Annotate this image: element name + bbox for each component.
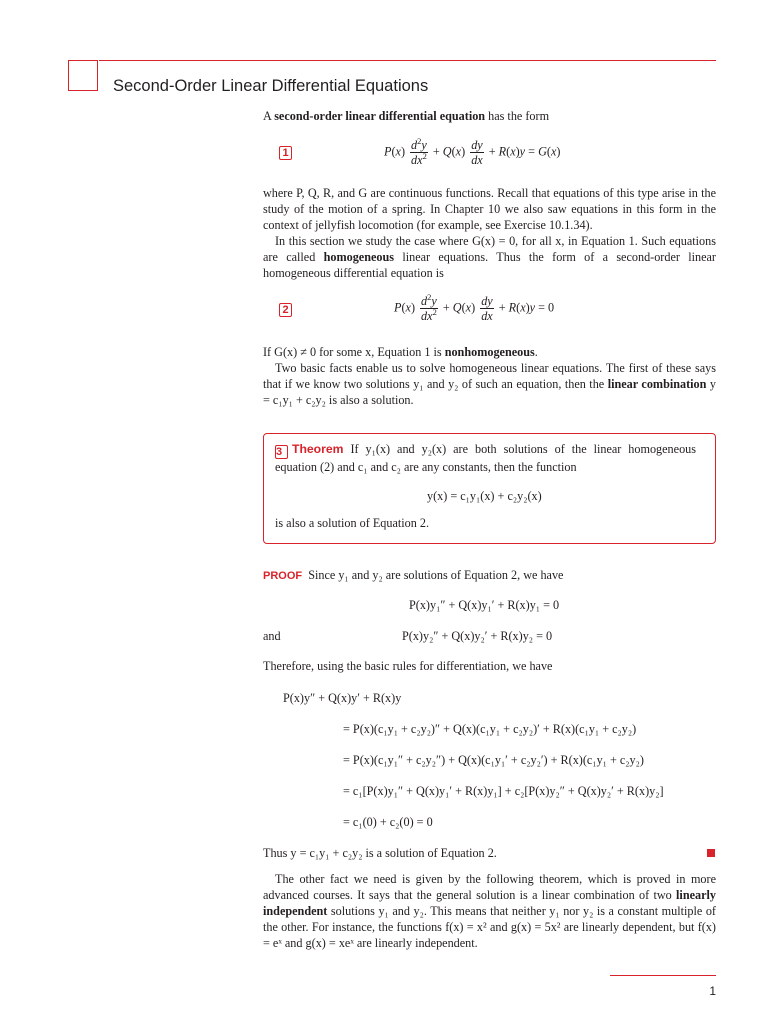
- proof-step-3: = c₁[P(x)y₁″ + Q(x)y₁′ + R(x)y₁] + c₂[P(x)y₂″ + Q(x)y₂′ + R(x)y₂]: [343, 784, 664, 798]
- theorem-text: If y₁(x) and y₂(x) are both solutions of the linear homogeneous equation (2) and c₁ and c₂ are any constants, then the function: [275, 442, 696, 474]
- proof-intro: PROOF Since y₁ and y₂ are solutions of Equation 2, we have: [263, 568, 564, 582]
- qed-square-icon: [707, 849, 715, 857]
- intro-term: second-order linear differential equation: [274, 109, 486, 123]
- proof-step-1: = P(x)(c₁y₁ + c₂y₂)″ + Q(x)(c₁y₁ + c₂y₂)′ + R(x)(c₁y₁ + c₂y₂): [343, 722, 637, 736]
- proof-step-4: = c₁(0) + c₂(0) = 0: [343, 815, 433, 829]
- theorem-statement: [275, 441, 696, 475]
- corner-marker: [68, 60, 98, 91]
- proof-conclusion: Thus y = c₁y₁ + c₂y₂ is a solution of Equation 2.: [263, 846, 497, 860]
- equation-1-label: 1: [279, 146, 292, 160]
- equation-1: P(x) $\frac{d^2y}{dx^2}$ + Q(x) $\frac{dy}{dx}$ + R(x)y = G(x): [384, 135, 561, 167]
- proof-therefore: Therefore, using the basic rules for differentiation, we have: [263, 659, 553, 673]
- equation-2: P(x) $\frac{d^2y}{dx^2}$ + Q(x) $\frac{dy}{dx}$ + R(x)y = 0: [394, 291, 555, 323]
- theorem-conclusion: is also a solution of Equation 2.: [275, 516, 430, 530]
- proof-step-2: = P(x)(c₁y₁″ + c₂y₂″) + Q(x)(c₁y₁′ + c₂y₂′) + R(x)(c₁y₁ + c₂y₂): [343, 753, 644, 767]
- paragraph-coefficients: where P, Q, R, and G are continuous functions. Recall that equations of this type arise in the study of the motion of a spring. In Chapter 10 we also saw equations in this form in the context of jellyfish locomotion (for example, see Exercise 10.1.34).: [263, 186, 716, 232]
- body-paragraphs-1: [263, 185, 716, 281]
- proof-and-label: and: [263, 629, 281, 643]
- proof-equation-b: P(x)y₂″ + Q(x)y₂′ + R(x)y₂ = 0: [402, 629, 553, 643]
- theorem-equation: y(x) = c₁y₁(x) + c₂y₂(x): [427, 489, 542, 503]
- paragraph-linear-independence: The other fact we need is given by the following theorem, which is proved in more advanced courses. It says that the general solution is a linear combination of two linearly independent solutions y₁ and y₂. This means that neither y₁ nor y₂ is a constant multiple of the other. For instance, the functions f(x) = x² and g(x) = 5x² are linearly dependent, but f(x) = eˣ and g(x) = xeˣ are linearly independent.: [263, 872, 716, 950]
- theorem-label: Theorem: [292, 442, 344, 456]
- paragraph-basic-facts: Two basic facts enable us to solve homogeneous linear equations. The first of these says that if we know two solutions y₁ and y₂ of such an equation, then the linear combination y = c₁y₁ + c₂y₂ is also a solution.: [263, 361, 716, 407]
- header-rule: [99, 60, 716, 61]
- theorem-number: 3: [275, 445, 288, 459]
- body-paragraphs-3: [263, 871, 716, 951]
- equation-2-label: 2: [279, 303, 292, 317]
- page-number: 1: [709, 984, 716, 998]
- paragraph-homogeneous: In this section we study the case where G(x) = 0, for all x, in Equation 1. Such equations are called homogeneous linear equations. Thus the form of a second-order linear homogeneous differential equation is: [263, 234, 716, 280]
- footer-rule: [610, 975, 716, 976]
- intro-paragraph: A second-order linear differential equation has the form: [263, 109, 550, 123]
- proof-lhs: P(x)y″ + Q(x)y′ + R(x)y: [283, 691, 402, 705]
- paragraph-nonhomogeneous: If G(x) ≠ 0 for some x, Equation 1 is nonhomogeneous.: [263, 345, 538, 359]
- body-paragraphs-2: [263, 344, 716, 408]
- proof-equation-a: P(x)y₁″ + Q(x)y₁′ + R(x)y₁ = 0: [409, 598, 560, 612]
- section-title: Second-Order Linear Differential Equations: [113, 77, 429, 95]
- proof-label: PROOF: [263, 570, 303, 582]
